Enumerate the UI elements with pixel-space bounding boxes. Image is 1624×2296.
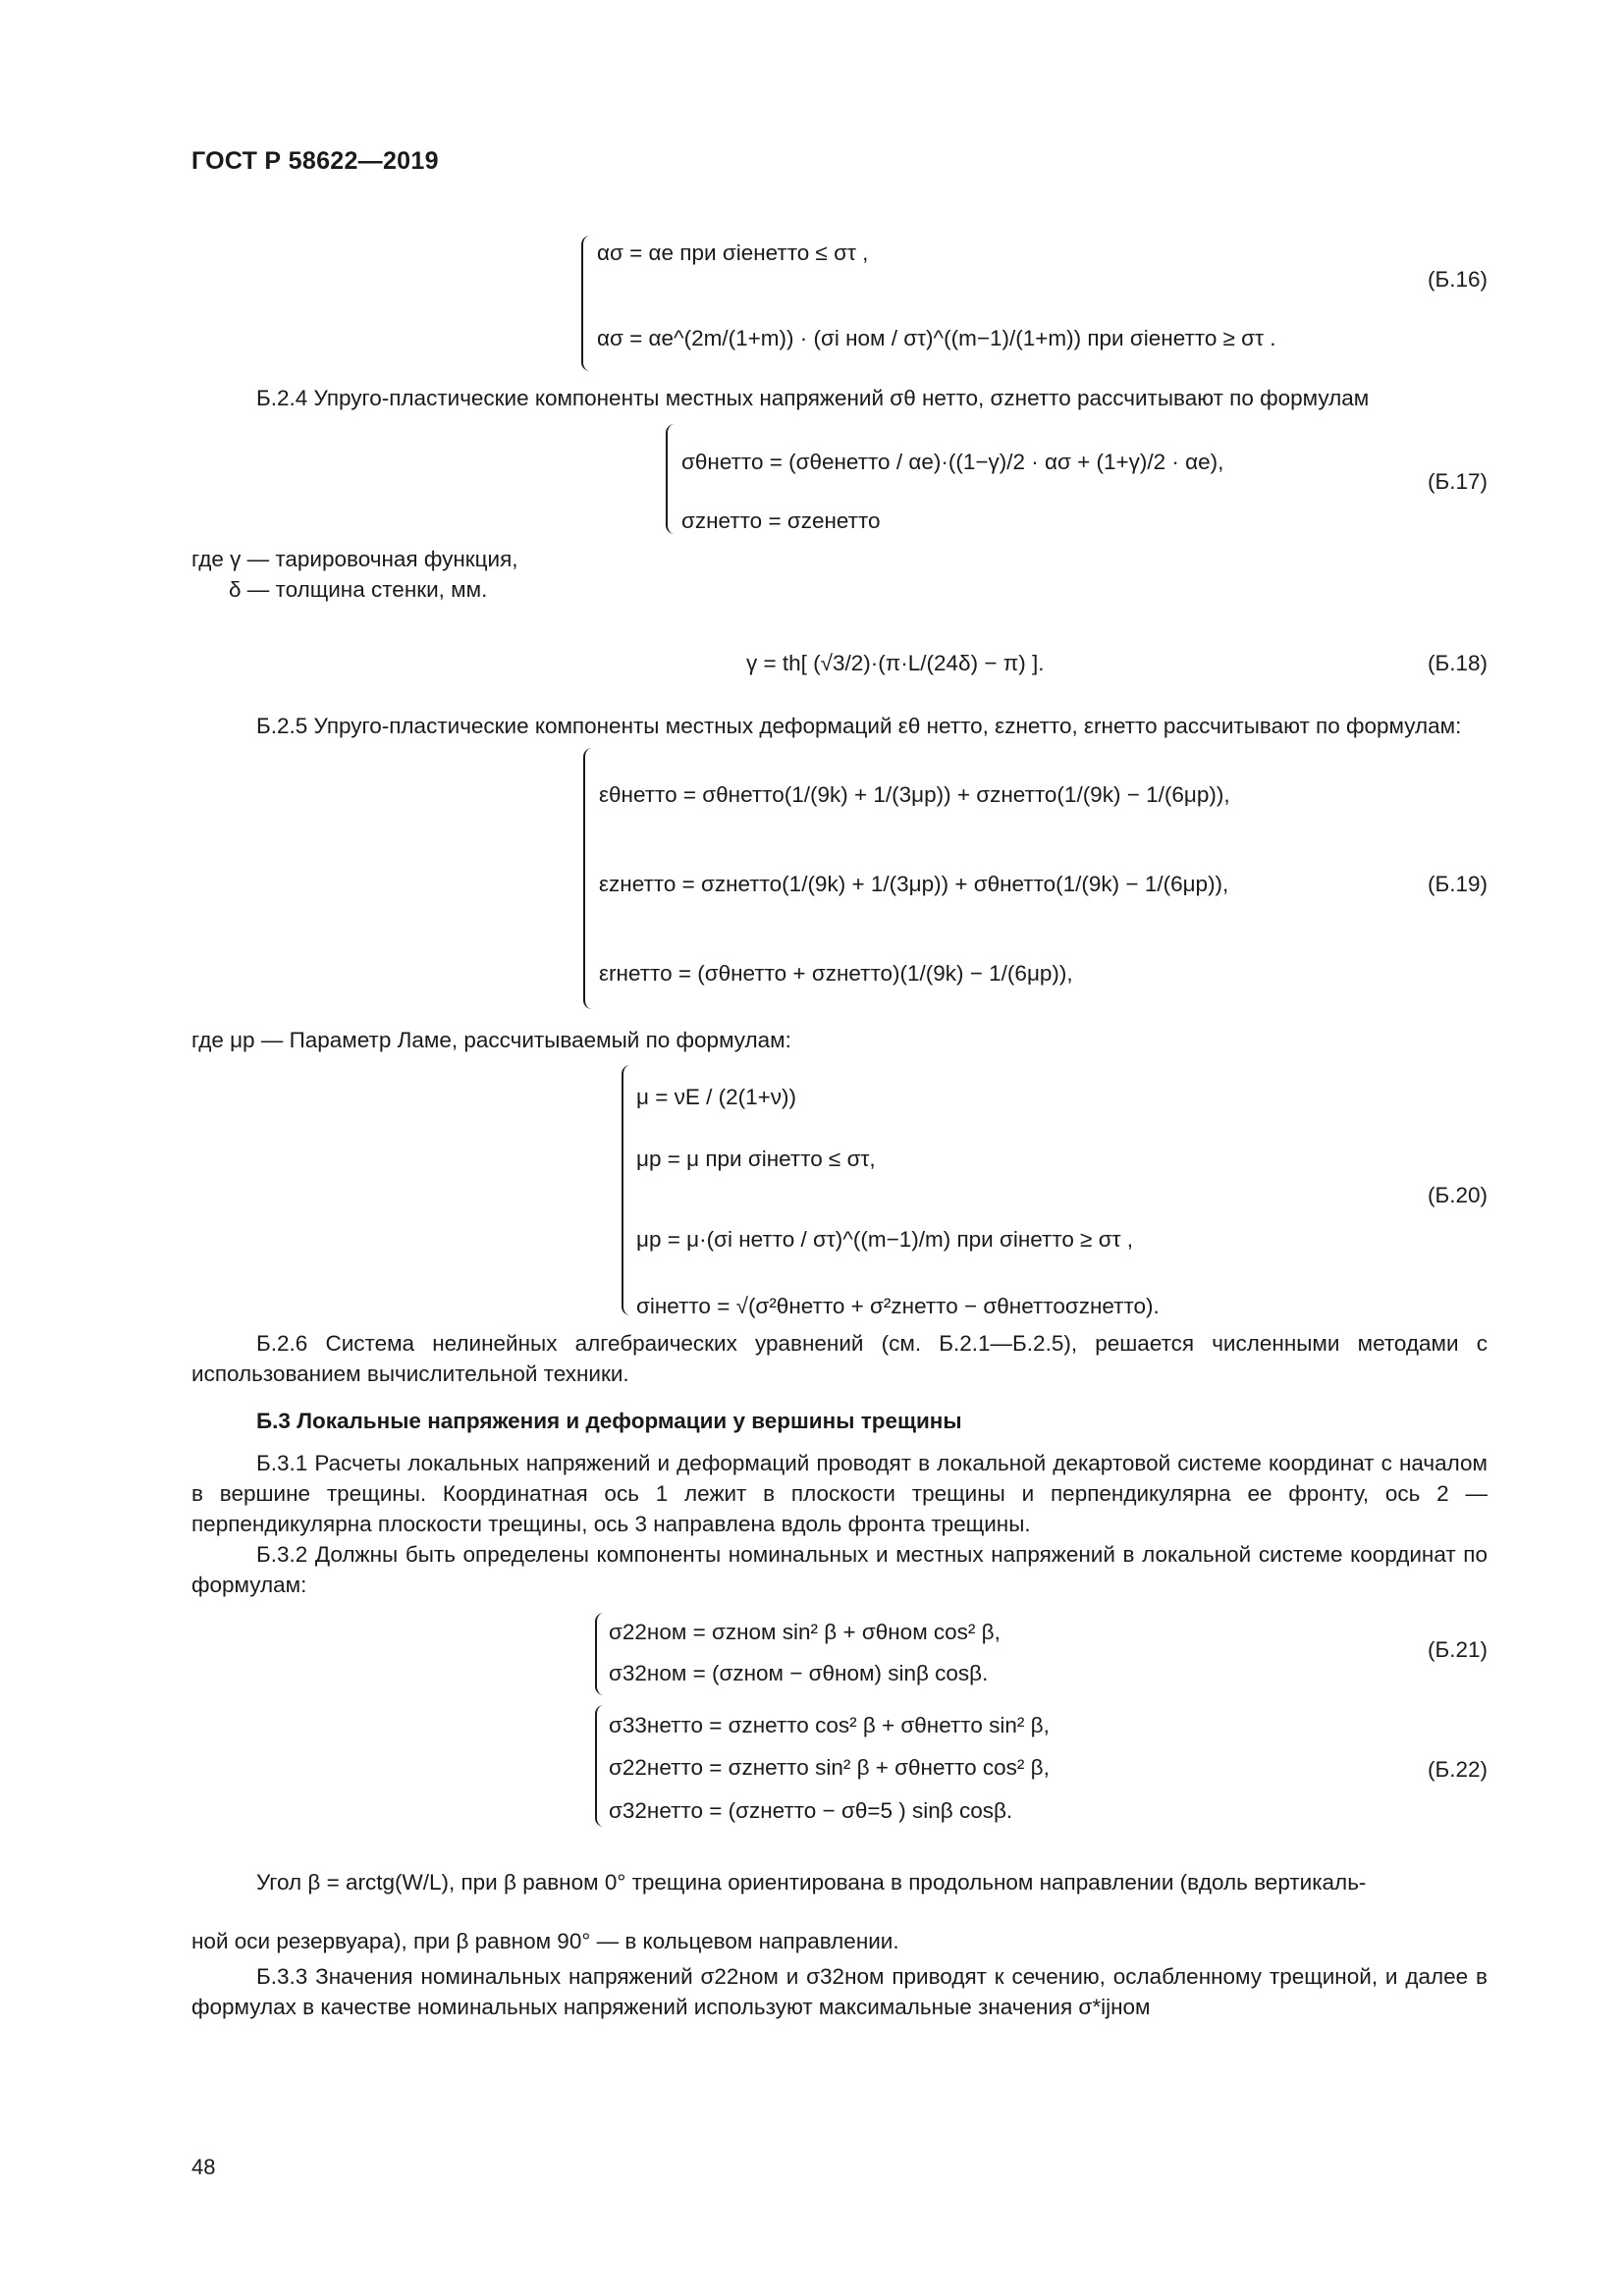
eq-b22-line-1: σ33нетто = σzнетто cos² β + σθнетто sin² β, <box>609 1713 1050 1737</box>
eq-b19-line-3: εrнетто = (σθнетто + σzнетто)(1/(9k) − 1/(6μp)), <box>599 961 1073 986</box>
paragraph-b-2-4: Б.2.4 Упруго-пластические компоненты местных напряжений σθ нетто, σzнетто рассчитывают по формулам <box>256 386 1370 410</box>
eq-number-b21: (Б.21) <box>1427 1637 1488 1662</box>
eq-b21-line-1: σ22ном = σzном sin² β + σθном cos² β, <box>609 1620 1001 1644</box>
eq-brace-b21 <box>595 1613 605 1695</box>
eq-number-b20: (Б.20) <box>1427 1183 1488 1207</box>
eq-brace-b19 <box>583 748 593 1009</box>
eq-b17-line-1: σθнетто = (σθенетто / αe)·((1−γ)/2 · ασ + (1+γ)/2 · αe), <box>681 450 1224 474</box>
paragraph-b-3-1: Б.3.1 Расчеты локальных напряжений и деформаций проводят в локальной декартовой системе координат с началом в вершине трещины. Координатная ось 1 лежит в плоскости трещины и перпендикулярна ее фронту, ось 2 — перпендикулярна плоскости трещины, ось 3 направлена вдоль фронта трещины. <box>191 1451 1488 1536</box>
eq-b20-line-4: σiнетто = √(σ²θнетто + σ²zнетто − σθнеттоσzнетто). <box>636 1294 1160 1318</box>
paragraph-b-3-2: Б.3.2 Должны быть определены компоненты номинальных и местных напряжений в локальной системе координат по формулам: <box>191 1542 1488 1597</box>
eq-number-b18: (Б.18) <box>1427 651 1488 675</box>
page-number: 48 <box>191 2155 216 2179</box>
eq-number-b19: (Б.19) <box>1427 872 1488 896</box>
paragraph-b-2-5: Б.2.5 Упруго-пластические компоненты местных деформаций εθ нетто, εzнетто, εrнетто рассчитывают по формулам: <box>256 714 1462 738</box>
eq-b20-line-2: μp = μ при σiнетто ≤ στ, <box>636 1147 876 1171</box>
eq-number-b22: (Б.22) <box>1427 1757 1488 1782</box>
paragraph-angle-line-2: ной оси резервуара), при β равном 90° — в кольцевом направлении. <box>191 1929 899 1953</box>
eq-b19-line-2: εzнетто = σzнетто(1/(9k) + 1/(3μp)) + σθнетто(1/(9k) − 1/(6μp)), <box>599 872 1229 896</box>
eq-number-b17: (Б.17) <box>1427 469 1488 494</box>
where-delta: δ — толщина стенки, мм. <box>229 577 488 602</box>
eq-b22-line-3: σ32нетто = (σzнетто − σθ=5 ) sinβ cosβ. <box>609 1798 1013 1823</box>
eq-b22-line-2: σ22нетто = σzнетто sin² β + σθнетто cos² β, <box>609 1755 1050 1780</box>
section-title-b3: Б.3 Локальные напряжения и деформации у вершины трещины <box>256 1409 962 1433</box>
eq-b20-line-3: μp = μ·(σi нетто / στ)^((m−1)/m) при σiнетто ≥ στ , <box>636 1227 1134 1252</box>
eq-number-b16: (Б.16) <box>1427 267 1488 292</box>
eq-b21-line-2: σ32ном = (σzном − σθном) sinβ cosβ. <box>609 1661 989 1685</box>
eq-b16-line-2: ασ = αe^(2m/(1+m)) · (σi ном / στ)^((m−1)/(1+m)) при σiенетто ≥ στ . <box>597 326 1276 350</box>
eq-b16-line-1: ασ = αe при σiенетто ≤ στ , <box>597 240 869 265</box>
eq-brace-b22 <box>595 1705 605 1827</box>
document-header: ГОСТ Р 58622—2019 <box>191 147 439 175</box>
eq-brace-b16 <box>581 236 591 371</box>
paragraph-b-2-6: Б.2.6 Система нелинейных алгебраических уравнений (см. Б.2.1—Б.2.5), решается численными методами с использованием вычислительной техники. <box>191 1331 1488 1386</box>
eq-b19-line-1: εθнетто = σθнетто(1/(9k) + 1/(3μp)) + σzнетто(1/(9k) − 1/(6μp)), <box>599 782 1230 807</box>
paragraph-angle-line-1: Угол β = arctg(W/L), при β равном 0° трещина ориентирована в продольном направлении (вдоль вертикаль- <box>256 1870 1367 1895</box>
where-mu: где μp — Параметр Ламе, рассчитываемый по формулам: <box>191 1028 791 1052</box>
where-gamma: где γ — тарировочная функция, <box>191 547 518 571</box>
eq-brace-b20 <box>622 1065 631 1315</box>
eq-b20-line-1: μ = νE / (2(1+ν)) <box>636 1085 797 1109</box>
eq-b17-line-2: σzнетто = σzенетто <box>681 508 881 533</box>
eq-b18: γ = th[ (√3/2)·(π·L/(24δ) − π) ]. <box>746 651 1045 675</box>
eq-brace-b17 <box>666 424 676 534</box>
paragraph-b-3-3: Б.3.3 Значения номинальных напряжений σ22ном и σ32ном приводят к сечению, ослабленному трещиной, и далее в формулах в качестве номинальных напряжений используют максимальные значения σ*ijном <box>191 1964 1488 2019</box>
